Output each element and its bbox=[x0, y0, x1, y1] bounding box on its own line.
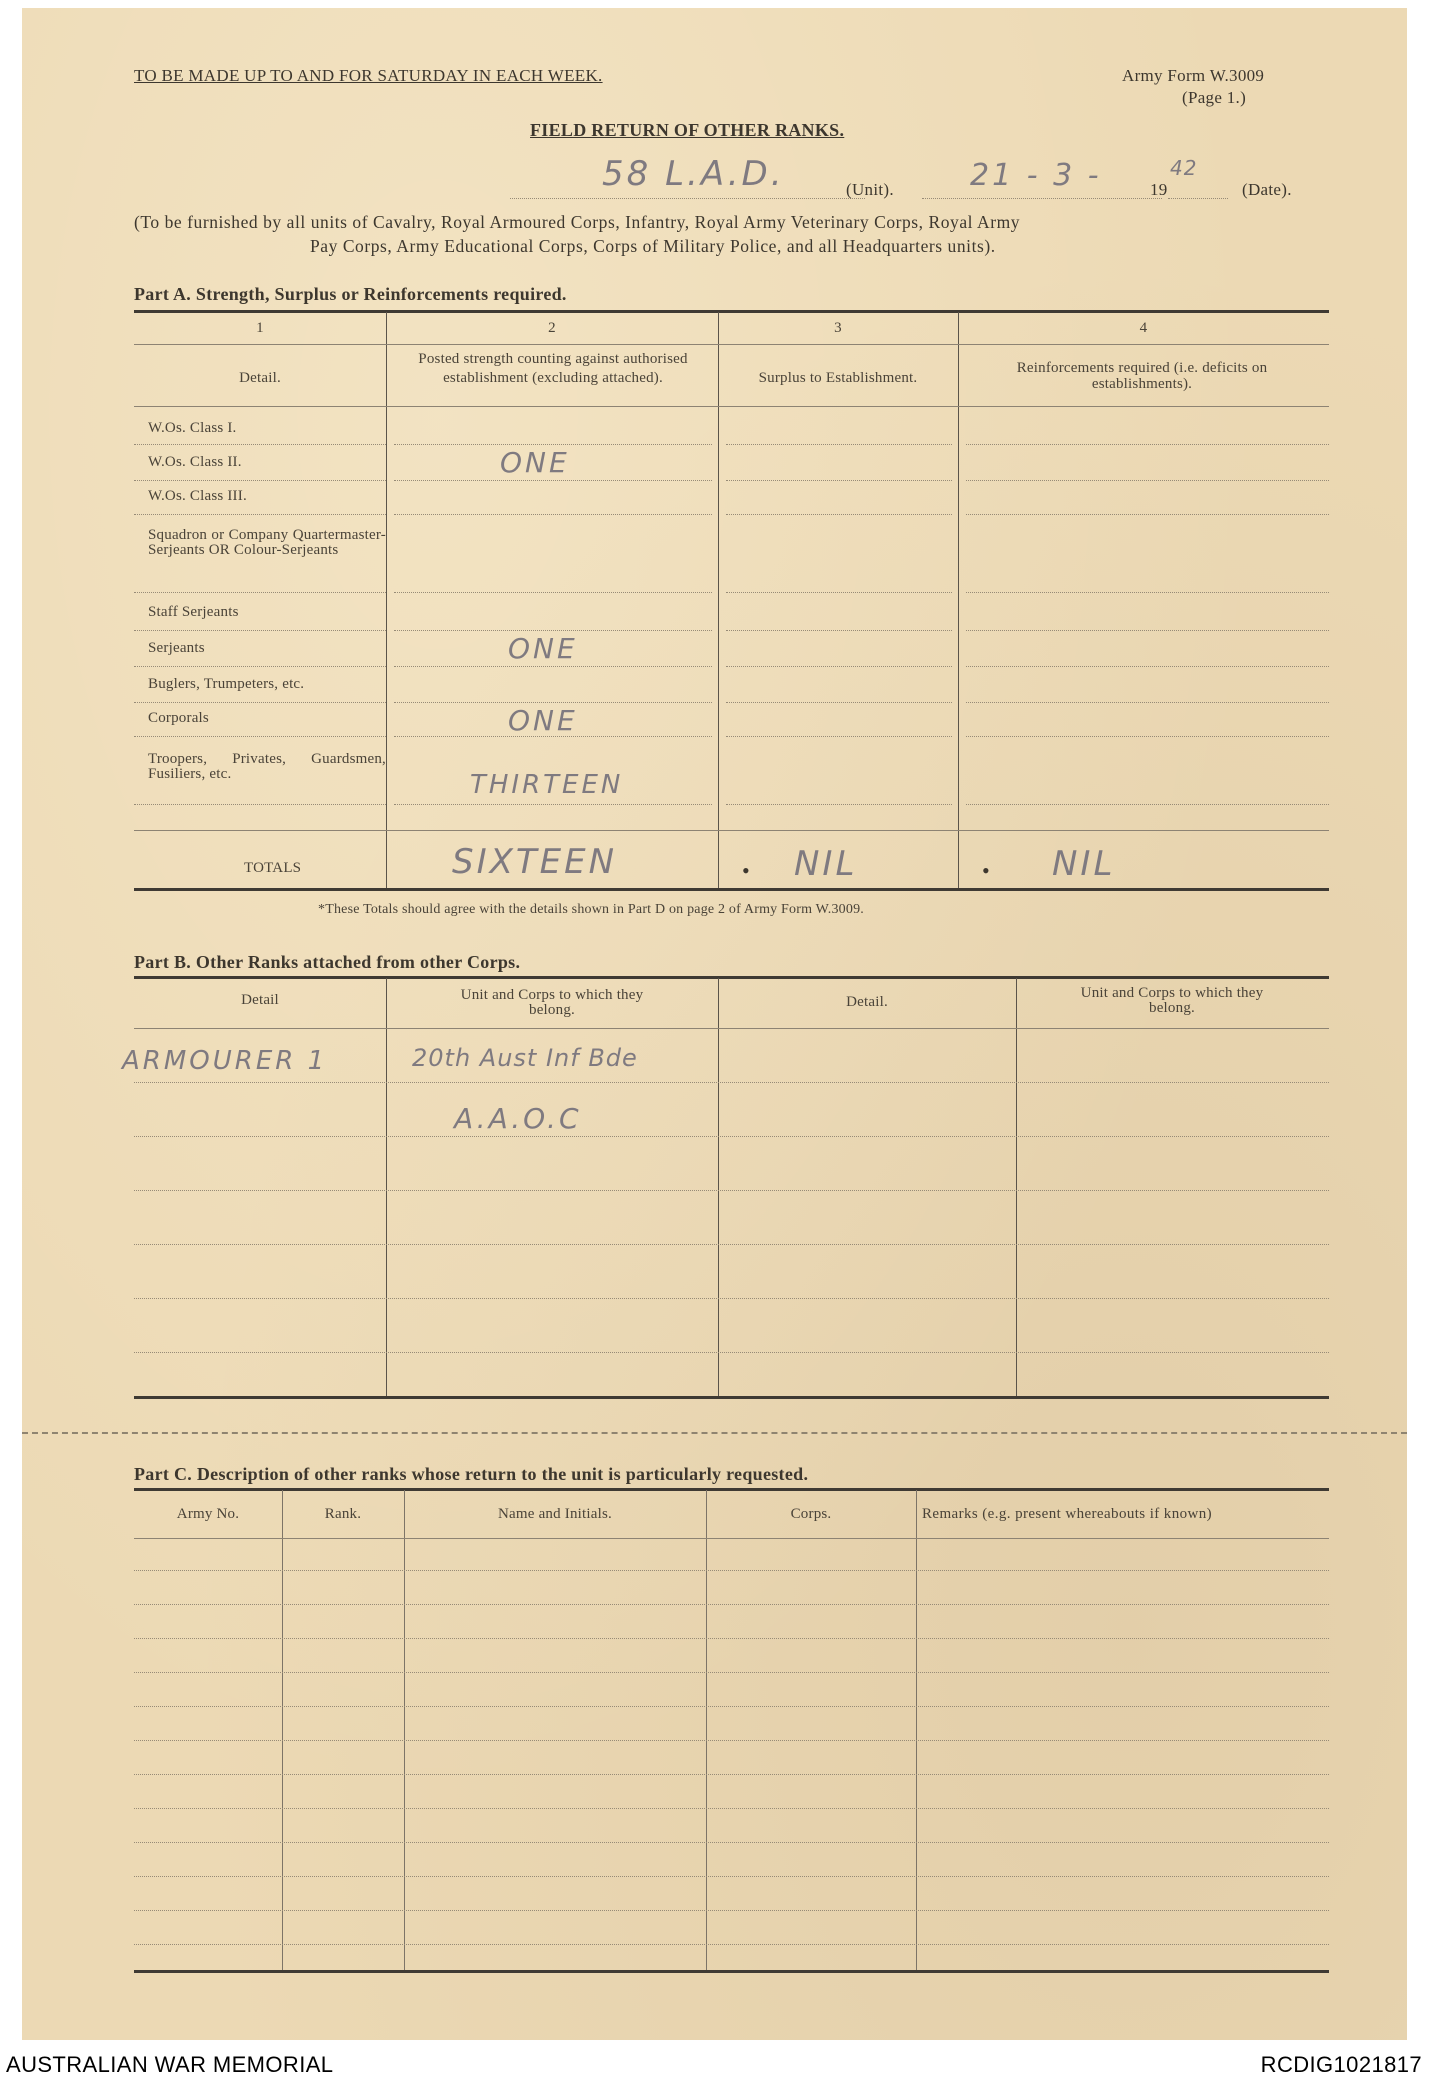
part-c-header-remarks: Remarks (e.g. present whereabouts if known) bbox=[922, 1506, 1213, 1522]
instruction-text: TO BE MADE UP TO AND FOR SATURDAY IN EACH WEEK. bbox=[134, 66, 603, 85]
unit-value: 58 L.A.D. bbox=[602, 154, 785, 194]
part-b-header-detail-2: Detail. bbox=[846, 994, 888, 1010]
date-value: 21 - 3 - bbox=[970, 158, 1102, 193]
row-detail-wo3: W.Os. Class III. bbox=[148, 488, 247, 504]
row-detail-cqms: Squadron or Company Quartermaster-Serjeants OR Colour-Serjeants bbox=[148, 527, 386, 558]
form-sheet bbox=[22, 8, 1407, 2040]
row-posted-sgt: ONE bbox=[508, 632, 578, 665]
header-detail: Detail. bbox=[239, 370, 281, 386]
year-suffix: 42 bbox=[1170, 156, 1198, 180]
totals-label: TOTALS bbox=[244, 860, 302, 876]
col-number-1: 1 bbox=[256, 320, 264, 336]
header-posted: Posted strength counting against authorised establishment (excluding attached). bbox=[418, 351, 688, 386]
unit-label: (Unit). bbox=[846, 180, 894, 199]
part-b-title: Part B. Other Ranks attached from other Corps. bbox=[134, 952, 521, 972]
totals-reinforcements: NIL bbox=[1052, 844, 1116, 884]
row-detail-troopers: Troopers, Privates, Guardsmen, Fusiliers, etc. bbox=[148, 751, 386, 782]
part-c-header-army-no: Army No. bbox=[176, 1506, 240, 1522]
footer-archive-name: AUSTRALIAN WAR MEMORIAL bbox=[6, 2052, 334, 2077]
part-b-header-unit-1: Unit and Corps to which they belong. bbox=[460, 987, 644, 1018]
part-c-title: Part C. Description of other ranks whose return to the unit is particularly requested. bbox=[134, 1464, 809, 1484]
part-b-entry-corps: A.A.O.C bbox=[454, 1102, 582, 1135]
part-c-header-name: Name and Initials. bbox=[498, 1506, 612, 1522]
totals-reinforcements-bullet: • bbox=[982, 858, 991, 883]
note-line-2: Pay Corps, Army Educational Corps, Corps of Military Police, and all Headquarters units). bbox=[310, 236, 996, 256]
row-detail-cpl: Corporals bbox=[148, 710, 209, 726]
form-number: Army Form W.3009 bbox=[1122, 66, 1265, 85]
form-title: FIELD RETURN OF OTHER RANKS. bbox=[530, 120, 845, 140]
col-number-2: 2 bbox=[548, 320, 556, 336]
header-reinforcements: Reinforcements required (i.e. deficits on establishments). bbox=[1016, 360, 1268, 392]
part-b-entry-detail: ARMOURER 1 bbox=[122, 1046, 328, 1076]
header-surplus: Surplus to Establishment. bbox=[758, 370, 918, 386]
row-detail-wo1: W.Os. Class I. bbox=[148, 420, 237, 436]
col-number-3: 3 bbox=[834, 320, 842, 336]
row-detail-ssgt: Staff Serjeants bbox=[148, 604, 239, 620]
note-line-1: (To be furnished by all units of Cavalry, Royal Armoured Corps, Infantry, Royal Army Veterinary Corps, Royal Army bbox=[134, 212, 1021, 232]
page-number: (Page 1.) bbox=[1182, 88, 1247, 107]
date-label: (Date). bbox=[1242, 180, 1292, 199]
part-c-header-rank: Rank. bbox=[324, 1506, 362, 1522]
part-a-footnote: *These Totals should agree with the details shown in Part D on page 2 of Army Form W.3009. bbox=[318, 902, 864, 917]
part-a-title: Part A. Strength, Surplus or Reinforcements required. bbox=[134, 284, 567, 304]
part-c-header-corps: Corps. bbox=[790, 1506, 832, 1522]
col-number-4: 4 bbox=[1139, 320, 1148, 336]
totals-posted: SIXTEEN bbox=[452, 842, 618, 882]
row-detail-sgt: Serjeants bbox=[148, 640, 205, 656]
row-detail-wo2: W.Os. Class II. bbox=[148, 454, 242, 470]
part-b-header-detail-1: Detail bbox=[241, 992, 279, 1008]
row-posted-troopers: THIRTEEN bbox=[470, 770, 624, 800]
totals-surplus-bullet: • bbox=[742, 858, 751, 883]
perforation-line bbox=[22, 1432, 1407, 1434]
row-detail-buglers: Buglers, Trumpeters, etc. bbox=[148, 676, 305, 692]
row-posted-cpl: ONE bbox=[508, 704, 578, 737]
footer-archive-id: RCDIG1021817 bbox=[1260, 2052, 1422, 2077]
totals-surplus: NIL bbox=[794, 844, 858, 884]
part-b-entry-unit: 20th Aust Inf Bde bbox=[412, 1044, 638, 1072]
part-b-header-unit-2: Unit and Corps to which they belong. bbox=[1080, 985, 1264, 1016]
year-prefix: 19 bbox=[1150, 180, 1168, 199]
row-posted-wo2: ONE bbox=[500, 446, 570, 479]
